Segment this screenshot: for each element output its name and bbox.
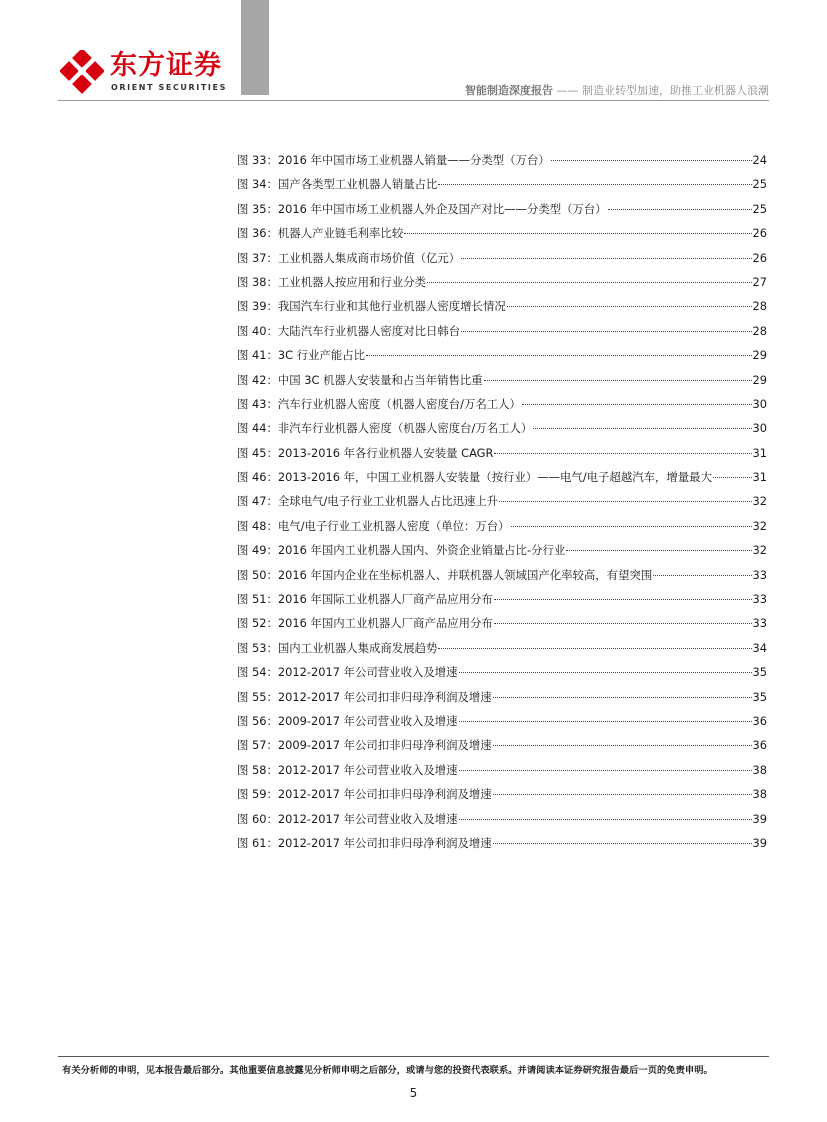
toc-figure-title: 2012-2017 年公司扣非归母净利润及增速 <box>277 787 492 802</box>
header-gray-tab <box>241 0 269 95</box>
toc-page-number: 31 <box>752 470 767 485</box>
toc-leader-dots <box>461 330 751 332</box>
toc-leader-dots <box>459 818 752 820</box>
toc-figure-number: 图 36： <box>237 226 278 241</box>
toc-figure-number: 图 53： <box>237 640 278 655</box>
toc-entry[interactable] <box>237 664 767 688</box>
toc-leader-dots <box>459 769 752 771</box>
toc-entry[interactable] <box>237 762 767 786</box>
logo-name-en: ORIENT SECURITIES <box>111 83 227 92</box>
toc-figure-number: 图 60： <box>237 811 278 826</box>
toc-entry[interactable] <box>237 713 767 737</box>
toc-entry[interactable] <box>237 615 767 639</box>
toc-entry[interactable] <box>237 493 767 517</box>
toc-page-number: 32 <box>752 518 767 533</box>
toc-entry[interactable] <box>237 225 767 249</box>
toc-entry[interactable] <box>237 298 767 322</box>
toc-entry[interactable] <box>237 396 767 420</box>
toc-page-number: 32 <box>752 543 767 558</box>
toc-entry[interactable] <box>237 274 767 298</box>
toc-leader-dots <box>484 379 752 381</box>
toc-page-number: 36 <box>752 738 767 753</box>
toc-figure-number: 图 47： <box>237 494 278 509</box>
toc-figure-title: 国产各类型工业机器人销量占比 <box>277 177 438 192</box>
toc-figure-title: 机器人产业链毛利率比较 <box>277 226 404 241</box>
toc-figure-number: 图 59： <box>237 787 278 802</box>
toc-entry[interactable] <box>237 152 767 176</box>
toc-leader-dots <box>713 476 752 478</box>
toc-page-number: 36 <box>752 713 767 728</box>
toc-entry[interactable] <box>237 835 767 859</box>
toc-figure-number: 图 42： <box>237 372 278 387</box>
toc-entry[interactable] <box>237 250 767 274</box>
toc-leader-dots <box>494 622 752 624</box>
toc-leader-dots <box>511 525 752 527</box>
toc-figure-title: 2013-2016 年，中国工业机器人安装量（按行业）——电气/电子超越汽车，增量最大 <box>277 470 712 485</box>
toc-entry[interactable] <box>237 201 767 225</box>
toc-figure-number: 图 39： <box>237 299 278 314</box>
toc-leader-dots <box>493 793 752 795</box>
toc-page-number: 34 <box>752 640 767 655</box>
toc-entry[interactable] <box>237 372 767 396</box>
toc-figure-number: 图 35： <box>237 201 278 216</box>
toc-entry[interactable] <box>237 786 767 810</box>
toc-page-number: 29 <box>752 348 767 363</box>
toc-entry[interactable] <box>237 689 767 713</box>
toc-page-number: 39 <box>752 835 767 850</box>
toc-figure-number: 图 49： <box>237 543 278 558</box>
toc-figure-title: 2013-2016 年各行业机器人安装量 CAGR <box>277 445 494 460</box>
toc-figure-title: 2016 年国内企业在坐标机器人、并联机器人领域国产化率较高，有望突围 <box>277 567 653 582</box>
toc-figure-title: 2012-2017 年公司营业收入及增速 <box>277 811 458 826</box>
toc-page-number: 28 <box>752 299 767 314</box>
toc-entry[interactable] <box>237 591 767 615</box>
toc-entry[interactable] <box>237 640 767 664</box>
toc-leader-dots <box>404 232 751 234</box>
report-type: 智能制造深度报告 <box>465 84 553 97</box>
toc-page-number: 25 <box>752 177 767 192</box>
report-subtitle: 制造业转型加速，助推工业机器人浪潮 <box>582 84 769 97</box>
footer-disclaimer: 有关分析师的申明，见本报告最后部分。其他重要信息披露见分析师申明之后部分，或请与您的投资代表联系。并请阅读本证券研究报告最后一页的免责申明。 <box>62 1065 713 1076</box>
toc-figure-number: 图 51： <box>237 592 278 607</box>
toc-leader-dots <box>493 696 752 698</box>
figure-table-of-contents <box>237 152 767 859</box>
toc-figure-title: 2016 年国际工业机器人厂商产品应用分布 <box>277 592 493 607</box>
toc-entry[interactable] <box>237 737 767 761</box>
toc-page-number: 33 <box>752 592 767 607</box>
toc-figure-number: 图 48： <box>237 518 278 533</box>
toc-figure-title: 2016 年中国市场工业机器人销量——分类型（万台） <box>277 153 550 167</box>
toc-figure-title: 2009-2017 年公司营业收入及增速 <box>277 713 458 728</box>
toc-figure-title: 2016 年中国市场工业机器人外企及国产对比——分类型（万台） <box>277 201 607 216</box>
toc-leader-dots <box>438 183 751 185</box>
toc-page-number: 29 <box>752 372 767 387</box>
toc-figure-title: 电气/电子行业工业机器人密度（单位：万台） <box>277 518 510 533</box>
toc-entry[interactable] <box>237 176 767 200</box>
toc-figure-number: 图 41： <box>237 348 278 363</box>
toc-entry[interactable] <box>237 567 767 591</box>
toc-leader-dots <box>366 354 751 356</box>
toc-page-number: 32 <box>752 494 767 509</box>
toc-leader-dots <box>566 549 751 551</box>
toc-figure-title: 2009-2017 年公司扣非归母净利润及增速 <box>277 738 492 753</box>
toc-entry[interactable] <box>237 542 767 566</box>
footer-divider <box>58 1056 769 1057</box>
toc-figure-number: 图 58： <box>237 762 278 777</box>
toc-leader-dots <box>459 671 752 673</box>
toc-leader-dots <box>507 305 752 307</box>
toc-leader-dots <box>499 500 751 502</box>
toc-figure-number: 图 55： <box>237 689 278 704</box>
toc-figure-title: 2016 年国内工业机器人国内、外资企业销量占比-分行业 <box>277 543 566 558</box>
toc-figure-title: 大陆汽车行业机器人密度对比日韩台 <box>277 323 461 338</box>
toc-page-number: 38 <box>752 762 767 777</box>
toc-leader-dots <box>494 598 752 600</box>
toc-page-number: 30 <box>752 421 767 436</box>
toc-figure-title: 工业机器人按应用和行业分类 <box>277 274 426 289</box>
toc-figure-title: 汽车行业机器人密度（机器人密度台/万名工人） <box>277 396 521 411</box>
toc-figure-title: 中国 3C 机器人安装量和占当年销售比重 <box>277 372 483 387</box>
toc-page-number: 33 <box>752 567 767 582</box>
toc-figure-title: 2012-2017 年公司营业收入及增速 <box>277 762 458 777</box>
toc-page-number: 39 <box>752 811 767 826</box>
toc-figure-number: 图 43： <box>237 396 278 411</box>
toc-figure-title: 3C 行业产能占比 <box>277 348 366 363</box>
company-logo <box>60 50 225 100</box>
toc-page-number: 38 <box>752 787 767 802</box>
header-separator: —— <box>556 84 579 97</box>
toc-figure-number: 图 45： <box>237 445 278 460</box>
toc-leader-dots <box>493 744 752 746</box>
toc-figure-number: 图 57： <box>237 738 278 753</box>
toc-page-number: 35 <box>752 665 767 680</box>
toc-page-number: 26 <box>752 226 767 241</box>
toc-leader-dots <box>533 427 751 429</box>
toc-figure-number: 图 61： <box>237 835 278 850</box>
toc-figure-number: 图 56： <box>237 713 278 728</box>
toc-page-number: 31 <box>752 445 767 460</box>
toc-page-number: 24 <box>752 153 767 167</box>
toc-figure-title: 国内工业机器人集成商发展趋势 <box>277 640 438 655</box>
toc-page-number: 25 <box>752 201 767 216</box>
toc-leader-dots <box>493 842 752 844</box>
toc-figure-number: 图 40： <box>237 323 278 338</box>
toc-leader-dots <box>522 403 752 405</box>
toc-figure-title: 我国汽车行业和其他行业机器人密度增长情况 <box>277 299 506 314</box>
orient-logo-icon <box>60 50 104 96</box>
toc-leader-dots <box>427 281 752 283</box>
toc-figure-number: 图 46： <box>237 470 278 485</box>
toc-page-number: 33 <box>752 616 767 631</box>
toc-figure-title: 2012-2017 年公司扣非归母净利润及增速 <box>277 835 492 850</box>
toc-figure-number: 图 33： <box>237 153 278 167</box>
toc-leader-dots <box>459 720 752 722</box>
toc-figure-title: 2016 年国内工业机器人厂商产品应用分布 <box>277 616 493 631</box>
toc-figure-title: 2012-2017 年公司扣非归母净利润及增速 <box>277 689 492 704</box>
logo-name-cn: 东方证券 <box>110 50 222 81</box>
toc-figure-number: 图 54： <box>237 665 278 680</box>
toc-figure-title: 工业机器人集成商市场价值（亿元） <box>277 250 461 265</box>
toc-figure-number: 图 50： <box>237 567 278 582</box>
toc-entry[interactable] <box>237 420 767 444</box>
toc-entry[interactable] <box>237 445 767 469</box>
toc-leader-dots <box>461 257 751 259</box>
report-header-title <box>465 82 769 98</box>
toc-entry[interactable] <box>237 347 767 371</box>
toc-figure-number: 图 52： <box>237 616 278 631</box>
toc-figure-title: 全球电气/电子行业工业机器人占比迅速上升 <box>277 494 499 509</box>
header-divider <box>58 100 769 101</box>
page-number: 5 <box>409 1086 418 1100</box>
toc-entry[interactable] <box>237 469 767 493</box>
toc-figure-title: 2012-2017 年公司营业收入及增速 <box>277 665 458 680</box>
toc-leader-dots <box>494 452 751 454</box>
toc-leader-dots <box>438 647 751 649</box>
toc-figure-number: 图 44： <box>237 421 278 436</box>
toc-leader-dots <box>653 574 751 576</box>
toc-entry[interactable] <box>237 518 767 542</box>
toc-leader-dots <box>608 208 752 210</box>
toc-page-number: 35 <box>752 689 767 704</box>
toc-page-number: 28 <box>752 323 767 338</box>
toc-figure-title: 非汽车行业机器人密度（机器人密度台/万名工人） <box>277 421 533 436</box>
toc-leader-dots <box>551 159 752 161</box>
toc-figure-number: 图 34： <box>237 177 278 192</box>
toc-figure-number: 图 38： <box>237 274 278 289</box>
toc-page-number: 26 <box>752 250 767 265</box>
toc-page-number: 27 <box>752 274 767 289</box>
toc-entry[interactable] <box>237 811 767 835</box>
toc-page-number: 30 <box>752 396 767 411</box>
toc-entry[interactable] <box>237 323 767 347</box>
toc-figure-number: 图 37： <box>237 250 278 265</box>
